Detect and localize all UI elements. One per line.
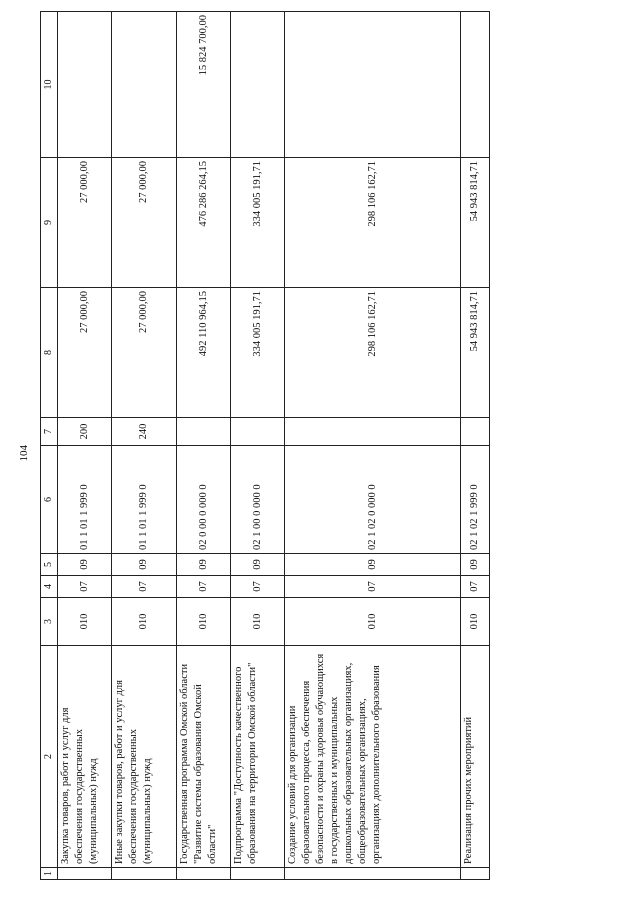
- cell-c10: [460, 12, 489, 158]
- cell-c9: 27 000,00: [58, 158, 112, 288]
- budget-table: [40, 11, 490, 880]
- cell-c9: 298 106 162,71: [285, 158, 460, 288]
- header-row: [41, 12, 58, 880]
- cell-c4: 07: [231, 576, 285, 598]
- cell-c1: [58, 868, 112, 880]
- cell-c7: 240: [112, 418, 177, 446]
- cell-c9: 54 943 814,71: [460, 158, 489, 288]
- column-header: 8: [41, 288, 58, 418]
- cell-c5: 09: [58, 554, 112, 576]
- cell-c1: [112, 868, 177, 880]
- column-header: 5: [41, 554, 58, 576]
- cell-c9: 476 286 264,15: [176, 158, 230, 288]
- page-number: 104: [18, 445, 30, 462]
- cell-c3: 010: [231, 598, 285, 646]
- cell-c1: [176, 868, 230, 880]
- cell-c10: 15 824 700,00: [176, 12, 230, 158]
- cell-c7: [460, 418, 489, 446]
- column-header: 2: [41, 646, 58, 868]
- cell-c1: [460, 868, 489, 880]
- cell-c6: 02 0 00 0 000 0: [176, 446, 230, 554]
- cell-c4: 07: [112, 576, 177, 598]
- column-header: 3: [41, 598, 58, 646]
- column-header: 6: [41, 446, 58, 554]
- cell-c8: 334 005 191,71: [231, 288, 285, 418]
- cell-c6: 02 1 02 1 999 0: [460, 446, 489, 554]
- cell-c3: 010: [285, 598, 460, 646]
- cell-c4: 07: [285, 576, 460, 598]
- cell-name: Подпрограмма "Доступность качественного образования на территории Омской области": [231, 646, 285, 868]
- cell-name: Создание условий для организации образовательного процесса, обеспечения безопасности и охраны здоровья обучающихся в государственных и муниципальных дошкольных образовательных организациях, общеобразовательных организациях, организациях дополнительного образования: [285, 646, 460, 868]
- table-row: [460, 12, 489, 880]
- cell-c6: 02 1 02 0 000 0: [285, 446, 460, 554]
- column-header: 1: [41, 868, 58, 880]
- cell-c9: 334 005 191,71: [231, 158, 285, 288]
- cell-name: Закупка товаров, работ и услуг для обеспечения государственных (муниципальных) нужд: [58, 646, 112, 868]
- cell-c5: 09: [231, 554, 285, 576]
- cell-c6: 01 1 01 1 999 0: [112, 446, 177, 554]
- cell-name: Иные закупки товаров, работ и услуг для обеспечения государственных (муниципальных) нужд: [112, 646, 177, 868]
- cell-c7: 200: [58, 418, 112, 446]
- cell-c7: [176, 418, 230, 446]
- cell-c10: [112, 12, 177, 158]
- table-row: [58, 12, 112, 880]
- cell-c6: 02 1 00 0 000 0: [231, 446, 285, 554]
- cell-c5: 09: [460, 554, 489, 576]
- cell-c8: 54 943 814,71: [460, 288, 489, 418]
- cell-c7: [285, 418, 460, 446]
- cell-c9: 27 000,00: [112, 158, 177, 288]
- cell-c7: [231, 418, 285, 446]
- cell-c8: 492 110 964,15: [176, 288, 230, 418]
- cell-c3: 010: [460, 598, 489, 646]
- cell-c5: 09: [285, 554, 460, 576]
- cell-c1: [231, 868, 285, 880]
- cell-c6: 01 1 01 1 999 0: [58, 446, 112, 554]
- cell-c5: 09: [112, 554, 177, 576]
- cell-c8: 27 000,00: [58, 288, 112, 418]
- table-row: [176, 12, 230, 880]
- cell-c10: [231, 12, 285, 158]
- budget-table-rotated: [40, 12, 490, 880]
- cell-c8: 298 106 162,71: [285, 288, 460, 418]
- cell-c4: 07: [176, 576, 230, 598]
- column-header: 4: [41, 576, 58, 598]
- cell-c10: [285, 12, 460, 158]
- cell-c1: [285, 868, 460, 880]
- cell-c5: 09: [176, 554, 230, 576]
- cell-c10: [58, 12, 112, 158]
- table-row: [231, 12, 285, 880]
- table-row: [285, 12, 460, 880]
- cell-c4: 07: [58, 576, 112, 598]
- cell-name: Государственная программа Омской области "Развитие системы образования Омской области": [176, 646, 230, 868]
- cell-c4: 07: [460, 576, 489, 598]
- column-header: 7: [41, 418, 58, 446]
- column-header: 9: [41, 158, 58, 288]
- cell-c8: 27 000,00: [112, 288, 177, 418]
- column-header: 10: [41, 12, 58, 158]
- cell-c3: 010: [176, 598, 230, 646]
- table-row: [112, 12, 177, 880]
- cell-c3: 010: [112, 598, 177, 646]
- cell-name: Реализация прочих мероприятий: [460, 646, 489, 868]
- cell-c3: 010: [58, 598, 112, 646]
